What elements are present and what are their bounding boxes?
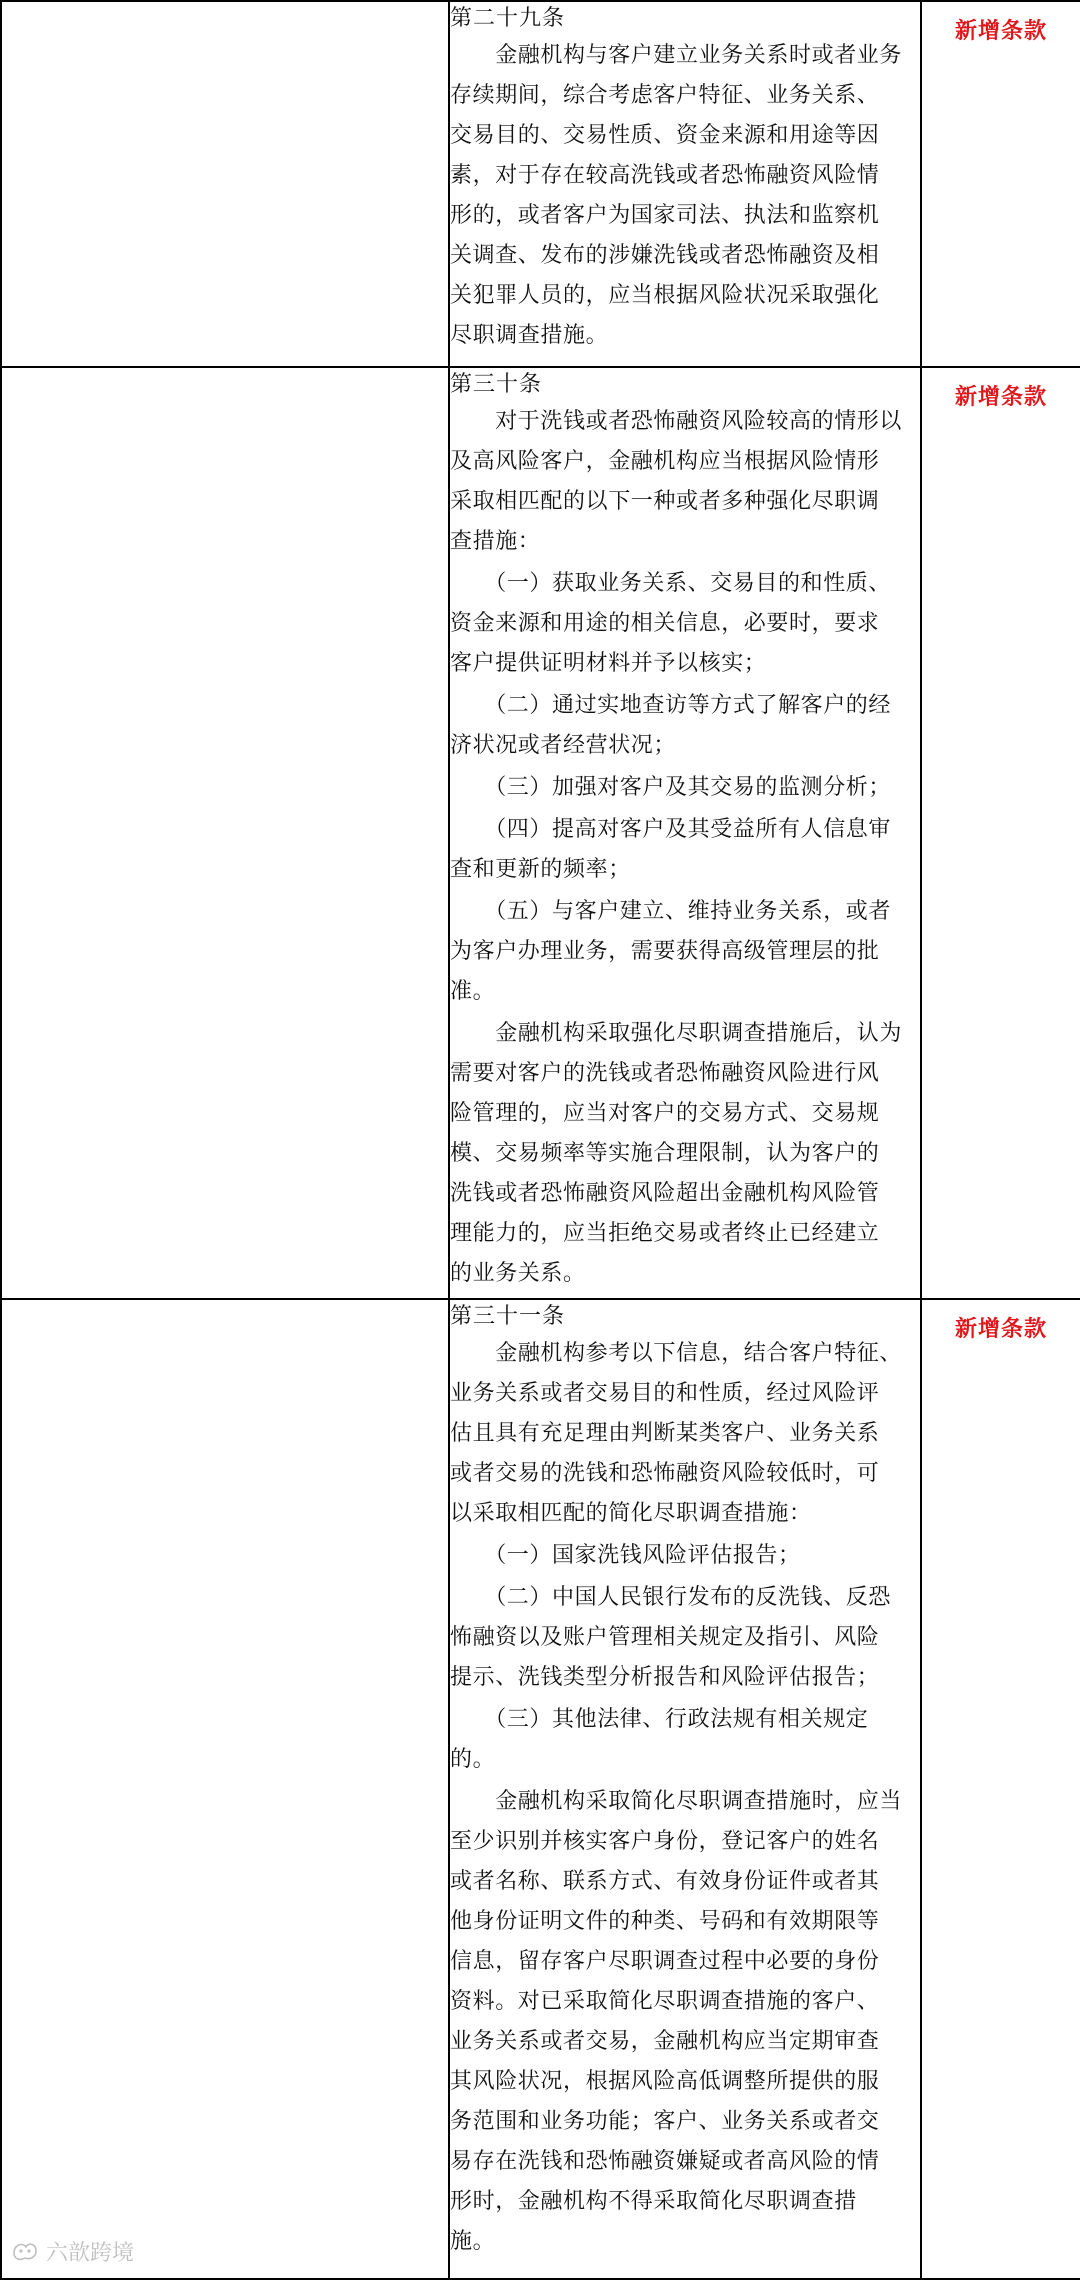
table-row	[1, 1299, 1080, 2279]
text-line: 资料。对已采取简化尽职调查措施的客户、	[450, 1989, 880, 2014]
text-line: 施。	[450, 2229, 496, 2254]
paragraph	[450, 810, 920, 890]
text-line: （三）加强对客户及其交易的监测分析；	[450, 775, 892, 800]
text-line: （一）国家洗钱风险评估报告；	[450, 1543, 801, 1568]
text-line: 洗钱或者恐怖融资风险超出金融机构风险管	[450, 1181, 880, 1206]
text-line: 模、交易频率等实施合理限制，认为客户的	[450, 1141, 880, 1166]
paragraph	[450, 1700, 920, 1780]
text-line: 对于洗钱或者恐怖融资风险较高的情形以	[450, 409, 903, 434]
watermark-text: 六歆跨境	[46, 2240, 135, 2266]
text-line: 金融机构参考以下信息，结合客户特征、	[450, 1341, 903, 1366]
paragraph	[450, 1578, 920, 1698]
text-line: 济状况或者经营状况；	[450, 733, 677, 758]
paragraph	[450, 36, 920, 356]
text-line: 形的，或者客户为国家司法、执法和监察机	[450, 203, 880, 228]
paragraph	[450, 402, 920, 562]
watermark-logo-icon	[10, 2239, 40, 2263]
text-line: 至少识别并核实客户身份，登记客户的姓名	[450, 1829, 880, 1854]
text-line: 关调查、发布的涉嫌洗钱或者恐怖融资及相	[450, 243, 880, 268]
text-line: 务范围和业务功能；客户、业务关系或者交	[450, 2109, 880, 2134]
text-line: 的业务关系。	[450, 1261, 586, 1286]
new-text-cell	[449, 367, 921, 1299]
text-line: 需要对客户的洗钱或者恐怖融资风险进行风	[450, 1061, 880, 1086]
text-line: （一）获取业务关系、交易目的和性质、	[450, 571, 892, 596]
text-line: 金融机构采取简化尽职调查措施时，应当	[450, 1789, 903, 1814]
new-text-cell	[449, 1, 921, 367]
paragraph	[450, 686, 920, 766]
article-title: 第三十一条	[450, 1304, 566, 1329]
note-label: 新增条款	[954, 1316, 1047, 1342]
article-body	[450, 1334, 920, 2262]
text-line: 或者名称、联系方式、有效身份证件或者其	[450, 1869, 880, 1894]
article-title: 第二十九条	[450, 6, 566, 31]
text-line: 业务关系或者交易目的和性质，经过风险评	[450, 1381, 880, 1406]
article-title: 第三十条	[450, 372, 543, 397]
text-line: 准。	[450, 979, 496, 1004]
old-text-cell	[1, 1299, 449, 2279]
text-line: 险管理的，应当对客户的交易方式、交易规	[450, 1101, 880, 1126]
text-line: 素，对于存在较高洗钱或者恐怖融资风险情	[450, 163, 880, 188]
paragraph	[450, 768, 920, 808]
paragraph	[450, 1014, 920, 1294]
table-row	[1, 1, 1080, 367]
text-line: （五）与客户建立、维持业务关系，或者	[450, 899, 892, 924]
table-row	[1, 367, 1080, 1299]
note-cell	[921, 1299, 1080, 2279]
text-line: 查和更新的频率；	[450, 857, 631, 882]
text-line: 资金来源和用途的相关信息，必要时，要求	[450, 611, 880, 636]
text-line: 的。	[450, 1747, 496, 1772]
text-line: 形时，金融机构不得采取简化尽职调查措	[450, 2189, 857, 2214]
text-line: 业务关系或者交易，金融机构应当定期审查	[450, 2029, 880, 2054]
old-text-cell	[1, 367, 449, 1299]
note-cell	[921, 1, 1080, 367]
text-line: 估且具有充足理由判断某类客户、业务关系	[450, 1421, 880, 1446]
text-line: 存续期间，综合考虑客户特征、业务关系、	[450, 83, 880, 108]
paragraph	[450, 564, 920, 684]
text-line: （二）中国人民银行发布的反洗钱、反恐	[450, 1585, 892, 1610]
text-line: 或者交易的洗钱和恐怖融资风险较低时，可	[450, 1461, 880, 1486]
text-line: 怖融资以及账户管理相关规定及指引、风险	[450, 1625, 880, 1650]
text-line: 理能力的，应当拒绝交易或者终止已经建立	[450, 1221, 880, 1246]
text-line: 及高风险客户，金融机构应当根据风险情形	[450, 449, 880, 474]
text-line: （三）其他法律、行政法规有相关规定	[450, 1707, 869, 1732]
text-line: 信息，留存客户尽职调查过程中必要的身份	[450, 1949, 880, 1974]
text-line: 交易目的、交易性质、资金来源和用途等因	[450, 123, 880, 148]
watermark	[10, 2236, 134, 2266]
text-line: 易存在洗钱和恐怖融资嫌疑或者高风险的情	[450, 2149, 880, 2174]
text-line: 为客户办理业务，需要获得高级管理层的批	[450, 939, 880, 964]
text-line: 提示、洗钱类型分析报告和风险评估报告；	[450, 1665, 880, 1690]
paragraph	[450, 892, 920, 1012]
text-line: （二）通过实地查访等方式了解客户的经	[450, 693, 892, 718]
text-line: 金融机构采取强化尽职调查措施后，认为	[450, 1021, 903, 1046]
text-line: 他身份证明文件的种类、号码和有效期限等	[450, 1909, 880, 1934]
new-text-cell	[449, 1299, 921, 2279]
text-line: 采取相匹配的以下一种或者多种强化尽职调	[450, 489, 880, 514]
note-label: 新增条款	[954, 384, 1047, 410]
old-text-cell	[1, 1, 449, 367]
text-line: 查措施：	[450, 529, 541, 554]
note-label: 新增条款	[954, 18, 1047, 44]
article-body	[450, 402, 920, 1294]
text-line: 客户提供证明材料并予以核实；	[450, 651, 767, 676]
text-line: 其风险状况，根据风险高低调整所提供的服	[450, 2069, 880, 2094]
note-cell	[921, 367, 1080, 1299]
text-line: 以采取相匹配的简化尽职调查措施：	[450, 1501, 812, 1526]
text-line: 关犯罪人员的，应当根据风险状况采取强化	[450, 283, 880, 308]
text-line: （四）提高对客户及其受益所有人信息审	[450, 817, 892, 842]
text-line: 金融机构与客户建立业务关系时或者业务	[450, 43, 903, 68]
text-line: 尽职调查措施。	[450, 323, 609, 348]
paragraph	[450, 1536, 920, 1576]
paragraph	[450, 1782, 920, 2262]
paragraph	[450, 1334, 920, 1534]
article-body	[450, 36, 920, 356]
